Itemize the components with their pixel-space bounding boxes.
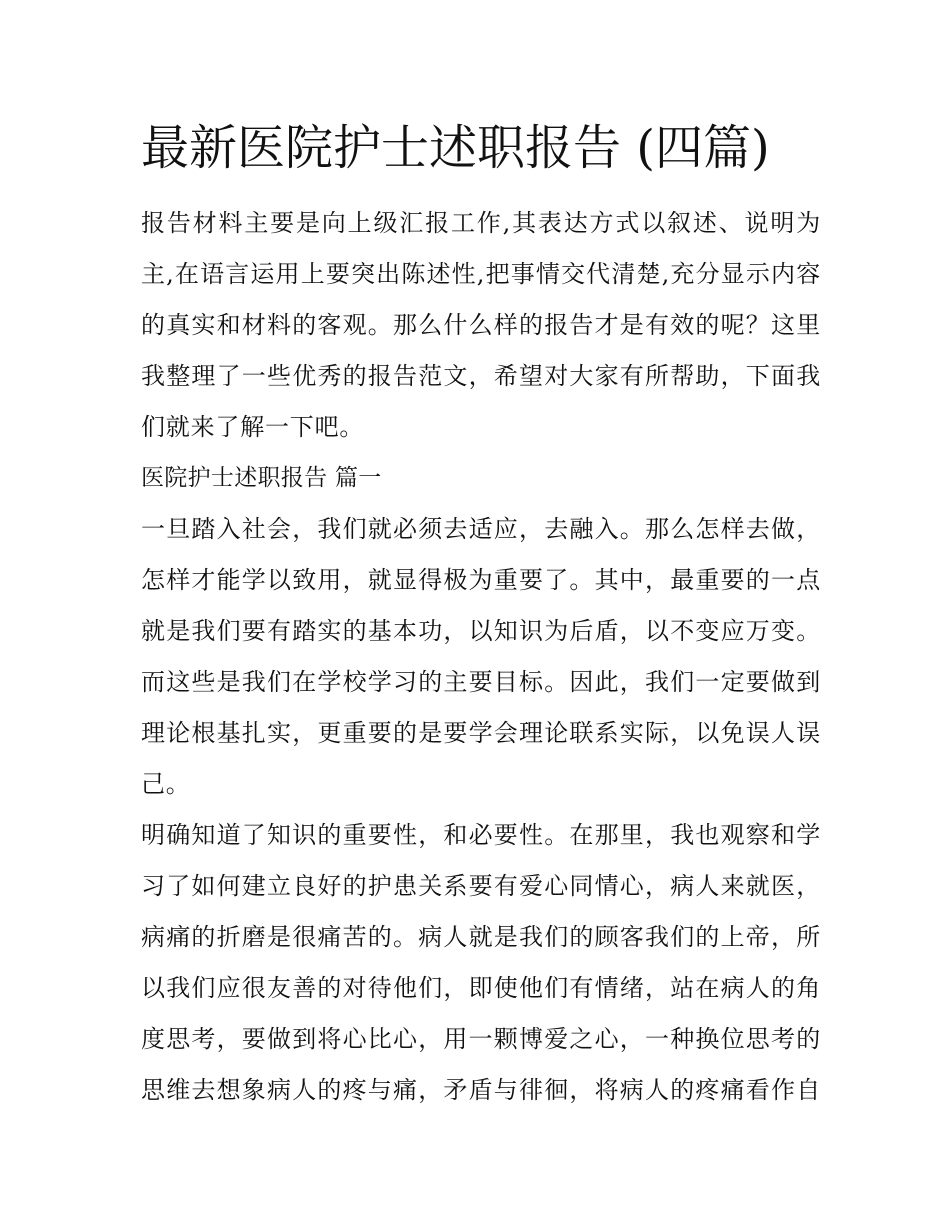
- paragraph-line: 病痛的折磨是很痛苦的。病人就是我们的顾客我们的上帝，所: [141, 923, 821, 951]
- intro-line: 们就来了解一下吧。: [141, 413, 365, 441]
- intro-line: 主,在语言运用上要突出陈述性,把事情交代清楚,充分显示内容: [141, 260, 821, 288]
- intro-line: 的真实和材料的客观。那么什么样的报告才是有效的呢？这里: [141, 311, 821, 339]
- paragraph-line: 怎样才能学以致用，就显得极为重要了。其中，最重要的一点: [141, 566, 821, 594]
- paragraph-line: 以我们应很友善的对待他们，即使他们有情绪，站在病人的角: [141, 974, 821, 1002]
- paragraph-line: 习了如何建立良好的护患关系要有爱心同情心，病人来就医，: [141, 872, 821, 900]
- paragraph-line: 就是我们要有踏实的基本功，以知识为后盾，以不变应万变。: [141, 617, 821, 645]
- paragraph-line: 己。: [141, 770, 191, 798]
- document-body: [141, 198, 821, 1116]
- intro-line: 报告材料主要是向上级汇报工作,其表达方式以叙述、说明为: [141, 209, 821, 237]
- paragraph-line: 理论根基扎实，更重要的是要学会理论联系实际，以免误人误: [141, 719, 821, 747]
- paragraph-line: 明确知道了知识的重要性，和必要性。在那里，我也观察和学: [141, 821, 821, 849]
- section-heading: 医院护士述职报告 篇一: [141, 465, 382, 491]
- paragraph-line: 一旦踏入社会，我们就必须去适应，去融入。那么怎样去做，: [141, 515, 821, 543]
- paragraph-line: 思维去想象病人的疼与痛，矛盾与徘徊，将病人的疼痛看作自: [141, 1076, 821, 1104]
- intro-line: 我整理了一些优秀的报告范文，希望对大家有所帮助，下面我: [141, 362, 821, 390]
- paragraph-line: 度思考，要做到将心比心，用一颗博爱之心，一种换位思考的: [141, 1025, 821, 1053]
- document-title: 最新医院护士述职报告 (四篇): [141, 120, 770, 176]
- paragraph-line: 而这些是我们在学校学习的主要目标。因此，我们一定要做到: [141, 668, 821, 696]
